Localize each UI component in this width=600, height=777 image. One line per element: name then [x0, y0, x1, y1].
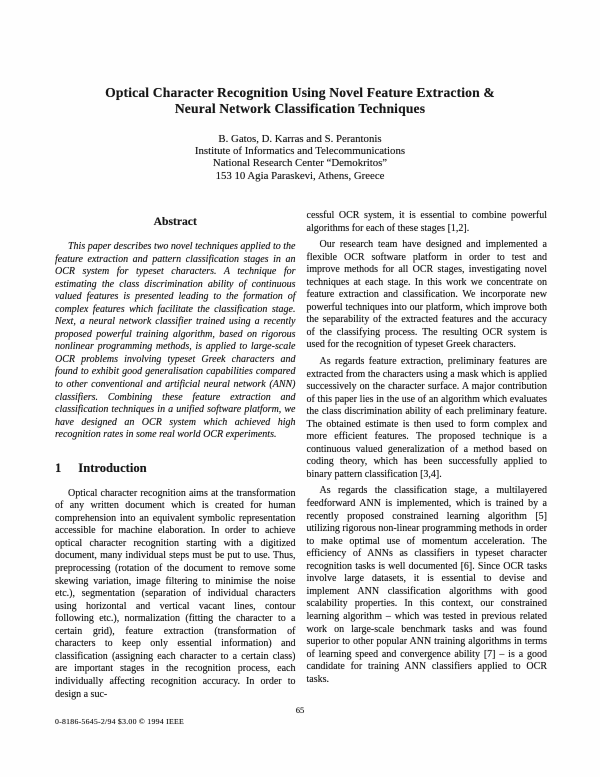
two-column-body [55, 210, 547, 701]
authors-block [0, 133, 600, 182]
affiliation-institute: Institute of Informatics and Telecommunications [194, 145, 406, 158]
intro-paragraph: Optical character recognition aims at the transformation of any written document which is created for human comprehension into an equivalent symbolic representation accessible for machine elaboration. In order to achieve optical character recognition starting with a digitized document, many individual steps must be put to use. Thus, preprocessing (rotation of the document to remove some skewing variation, image filtering to minimise the noise etc.), segmentation (separation of individual characters using horizontal and vertical vacant lines, contour following etc.), normalization (fitting the character to a certain grid), feature extraction (transformation of characters to keep only essential information) and classification (assigning each character to a certain class) are important stages in the recognition process, each individually affecting recognition accuracy. In order to design a suc- [55, 487, 296, 700]
section-1-heading [55, 461, 296, 476]
right-column [307, 210, 548, 701]
paper-title [0, 85, 600, 116]
paragraph: As regards the classification stage, a multilayered feedforward ANN is implemented, which is trained by a recently proposed constrained learning algorithm [5] utilizing rigorous non-linear programming methods in order to make optimal use of momentum acceleration. The efficiency of ANNs as classifiers in typeset character recognition tasks is well documented [6]. Since OCR tasks involve large datasets, it is essential to devise and implement ANN classification algorithms with good scalability properties. In this context, our constrained learning algorithm – which was tested in previous related work on large-scale benchmark tasks and was found superior to other popular ANN training algorithms in terms of learning speed and convergence ability [7] – is a good candidate for training ANN classifiers applied to OCR tasks. [306, 485, 547, 685]
abstract-text: This paper describes two novel techniques applied to the feature extraction and pattern classification stages in an OCR system for typeset characters. A technique for estimating the class discrimination ability of continuous valued features is presented leading to the formation of complex features which facilitate the classification stage. Next, a neural network classifier trained using a recently proposed powerful training algorithm, based on rigorous nonlinear programming methods, is applied to large-scale OCR problems involving typeset Greek characters and found to exhibit good generalisation capabilities compared to other conventional and artificial neural network (ANN) classifiers. Combining these feature extraction and classification techniques in a unified software platform, we have designed an OCR system which achieved high recognition rates in some real world OCR experiments. [55, 241, 296, 441]
section-number: 1 [55, 460, 62, 475]
footer-copyright: 0-8186-5645-2/94 $3.00 © 1994 IEEE [55, 717, 184, 726]
affiliation-address: 153 10 Agia Paraskevi, Athens, Greece [215, 169, 385, 182]
paper-header [0, 0, 600, 182]
left-column [55, 210, 296, 701]
paragraph: Our research team have designed and implemented a flexible OCR software platform in order to test and improve methods for all OCR stages, investigating novel techniques at each stage. In this work we concentrate on feature extraction and classification. We incorporate new powerful techniques into our platform, which improve both the separability of the extracted features and the accuracy of the classifying process. The resulting OCR system is used for the recognition of typeset Greek characters. [306, 239, 547, 351]
authors: B. Gatos, D. Karras and S. Perantonis [218, 133, 382, 145]
title-line-1: Optical Character Recognition Using Novel Feature Extraction & [105, 85, 495, 100]
paragraph: As regards feature extraction, preliminary features are extracted from the characters using a mask which is applied successively on the character surface. A major contribution of this paper lies in the use of an algorithm which evaluates the class discrimination ability of each preliminary feature. The obtained estimate is then used to form complex and more efficient features. The proposed technique is a continuous valued generalization of a method based on coding theory, which has been successfully applied to binary pattern classification [3,4]. [306, 356, 547, 480]
page-number: 65 [295, 705, 305, 715]
section-title: Introduction [78, 460, 147, 475]
title-line-2: Neural Network Classification Techniques [174, 100, 426, 116]
affiliation-center: National Research Center “Demokritos” [212, 157, 388, 170]
paragraph: cessful OCR system, it is essential to combine powerful algorithms for each of these stages [1,2]. [306, 210, 547, 234]
abstract-heading: Abstract [153, 215, 197, 228]
